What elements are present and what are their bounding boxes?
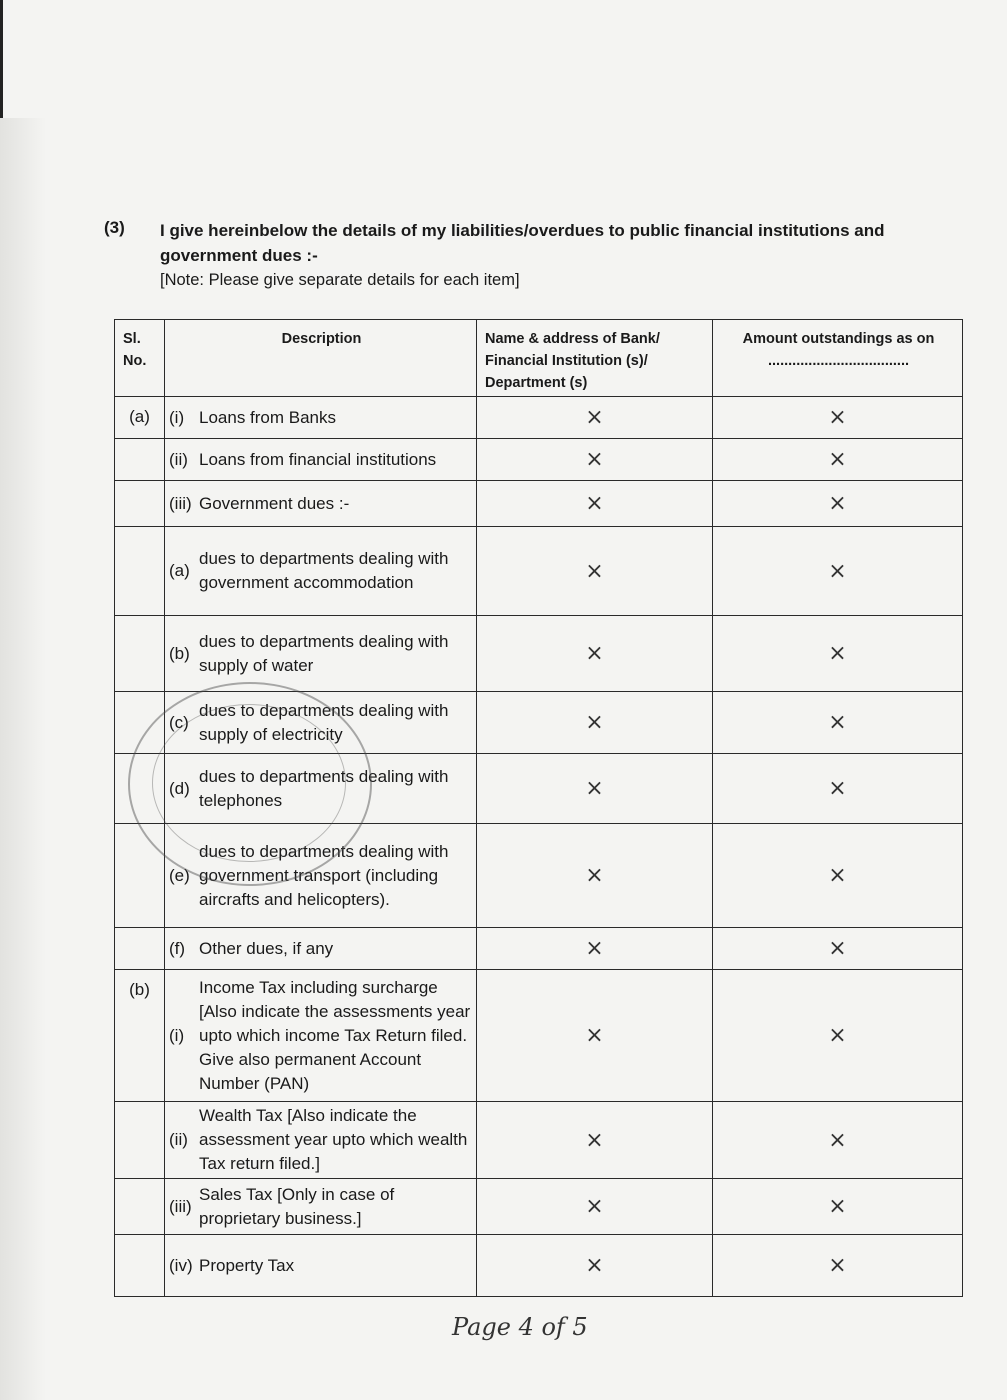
header-bank: Name & address of Bank/ Financial Institution (s)/ Department (s) bbox=[477, 320, 713, 397]
row-text: Wealth Tax [Also indicate the assessment year upto which wealth Tax return filed.] bbox=[199, 1106, 468, 1173]
row-amount-cross: × bbox=[713, 481, 963, 527]
row-amount-cross: × bbox=[713, 970, 963, 1102]
row-sl-no bbox=[115, 616, 165, 692]
row-marker: (f) bbox=[169, 938, 186, 958]
row-amount-cross: × bbox=[713, 928, 963, 970]
row-marker: (c) bbox=[169, 712, 189, 732]
row-sl-no bbox=[115, 928, 165, 970]
row-text: dues to departments dealing with government transport (including aircrafts and helicopters). bbox=[199, 841, 449, 909]
scan-shade bbox=[0, 118, 46, 1400]
row-bank-cross: × bbox=[477, 928, 713, 970]
row-text: Sales Tax [Only in case of proprietary business.] bbox=[199, 1184, 395, 1228]
table-row bbox=[115, 481, 963, 527]
row-sl-no: (b) bbox=[115, 970, 165, 1102]
row-marker: (iii) bbox=[169, 493, 192, 513]
row-bank-cross: × bbox=[477, 439, 713, 481]
row-bank-cross: × bbox=[477, 481, 713, 527]
row-bank-cross: × bbox=[477, 527, 713, 616]
table-row bbox=[115, 527, 963, 616]
row-text: Loans from Banks bbox=[199, 407, 337, 427]
table-row bbox=[115, 1235, 963, 1297]
row-marker: (ii) bbox=[169, 449, 188, 469]
section-number: (3) bbox=[104, 218, 125, 237]
row-description bbox=[165, 928, 477, 970]
row-amount-cross: × bbox=[713, 692, 963, 754]
row-bank-cross: × bbox=[477, 1102, 713, 1179]
table-row bbox=[115, 1179, 963, 1235]
office-stamp bbox=[128, 682, 372, 886]
header-sl-no: Sl. No. bbox=[115, 320, 165, 397]
row-amount-cross: × bbox=[713, 1235, 963, 1297]
row-description bbox=[165, 527, 477, 616]
row-bank-cross: × bbox=[477, 970, 713, 1102]
row-bank-cross: × bbox=[477, 397, 713, 439]
table-row bbox=[115, 970, 963, 1102]
row-marker: (i) bbox=[169, 1025, 185, 1045]
table-row bbox=[115, 397, 963, 439]
row-bank-cross: × bbox=[477, 824, 713, 928]
table-row bbox=[115, 1102, 963, 1179]
row-amount-cross: × bbox=[713, 616, 963, 692]
row-bank-cross: × bbox=[477, 1179, 713, 1235]
row-text: dues to departments dealing with government accommodation bbox=[199, 549, 449, 592]
row-marker: (ii) bbox=[169, 1130, 188, 1149]
row-bank-cross: × bbox=[477, 1235, 713, 1297]
row-marker: (iv) bbox=[169, 1255, 193, 1275]
row-description bbox=[165, 1102, 477, 1179]
row-bank-cross: × bbox=[477, 616, 713, 692]
row-description bbox=[165, 970, 477, 1102]
row-text: dues to departments dealing with supply of electricity bbox=[199, 700, 449, 744]
row-amount-cross: × bbox=[713, 754, 963, 824]
row-marker: (b) bbox=[169, 643, 190, 663]
header-description: Description bbox=[165, 320, 477, 397]
row-description bbox=[165, 397, 477, 439]
row-text: dues to departments dealing with telephones bbox=[199, 766, 449, 810]
row-bank-cross: × bbox=[477, 754, 713, 824]
row-amount-cross: × bbox=[713, 1179, 963, 1235]
table-row bbox=[115, 928, 963, 970]
section-intro bbox=[104, 218, 964, 291]
header-amount: Amount outstandings as on ................................... bbox=[713, 320, 963, 397]
row-sl-no: (a) bbox=[115, 397, 165, 439]
row-sl-no bbox=[115, 439, 165, 481]
row-sl-no bbox=[115, 1179, 165, 1235]
row-description bbox=[165, 1235, 477, 1297]
row-bank-cross: × bbox=[477, 692, 713, 754]
row-text: Other dues, if any bbox=[199, 938, 334, 958]
scan-edge bbox=[0, 0, 3, 118]
section-note: [Note: Please give separate details for each item] bbox=[160, 271, 520, 289]
row-sl-no bbox=[115, 481, 165, 527]
row-sl-no bbox=[115, 527, 165, 616]
row-amount-cross: × bbox=[713, 824, 963, 928]
row-sl-no bbox=[115, 1102, 165, 1179]
row-marker: (i) bbox=[169, 407, 185, 427]
table-row bbox=[115, 439, 963, 481]
table-row bbox=[115, 616, 963, 692]
row-sl-no bbox=[115, 1235, 165, 1297]
row-marker: (iii) bbox=[169, 1196, 192, 1216]
row-text: Loans from financial institutions bbox=[199, 449, 437, 469]
row-marker: (a) bbox=[169, 561, 190, 580]
row-amount-cross: × bbox=[713, 397, 963, 439]
row-amount-cross: × bbox=[713, 439, 963, 481]
table-header-row bbox=[115, 320, 963, 397]
row-text: Income Tax including surcharge [Also indicate the assessments year upto which income Tax Return filed. Give also permanent Account Number (PAN) bbox=[199, 977, 471, 1093]
row-description bbox=[165, 1179, 477, 1235]
row-description bbox=[165, 481, 477, 527]
row-description bbox=[165, 616, 477, 692]
row-amount-cross: × bbox=[713, 527, 963, 616]
page-number: Page 4 of 5 bbox=[452, 1313, 588, 1341]
row-text: dues to departments dealing with supply of water bbox=[199, 631, 449, 675]
row-description bbox=[165, 439, 477, 481]
row-marker: (d) bbox=[169, 778, 190, 798]
row-amount-cross: × bbox=[713, 1102, 963, 1179]
row-text: Property Tax bbox=[199, 1255, 295, 1275]
row-text: Government dues :- bbox=[199, 493, 350, 513]
section-paragraph bbox=[104, 218, 964, 291]
section-heading: I give hereinbelow the details of my liabilities/overdues to public financial institutions and government dues :- bbox=[160, 221, 885, 265]
row-marker: (e) bbox=[169, 865, 190, 885]
